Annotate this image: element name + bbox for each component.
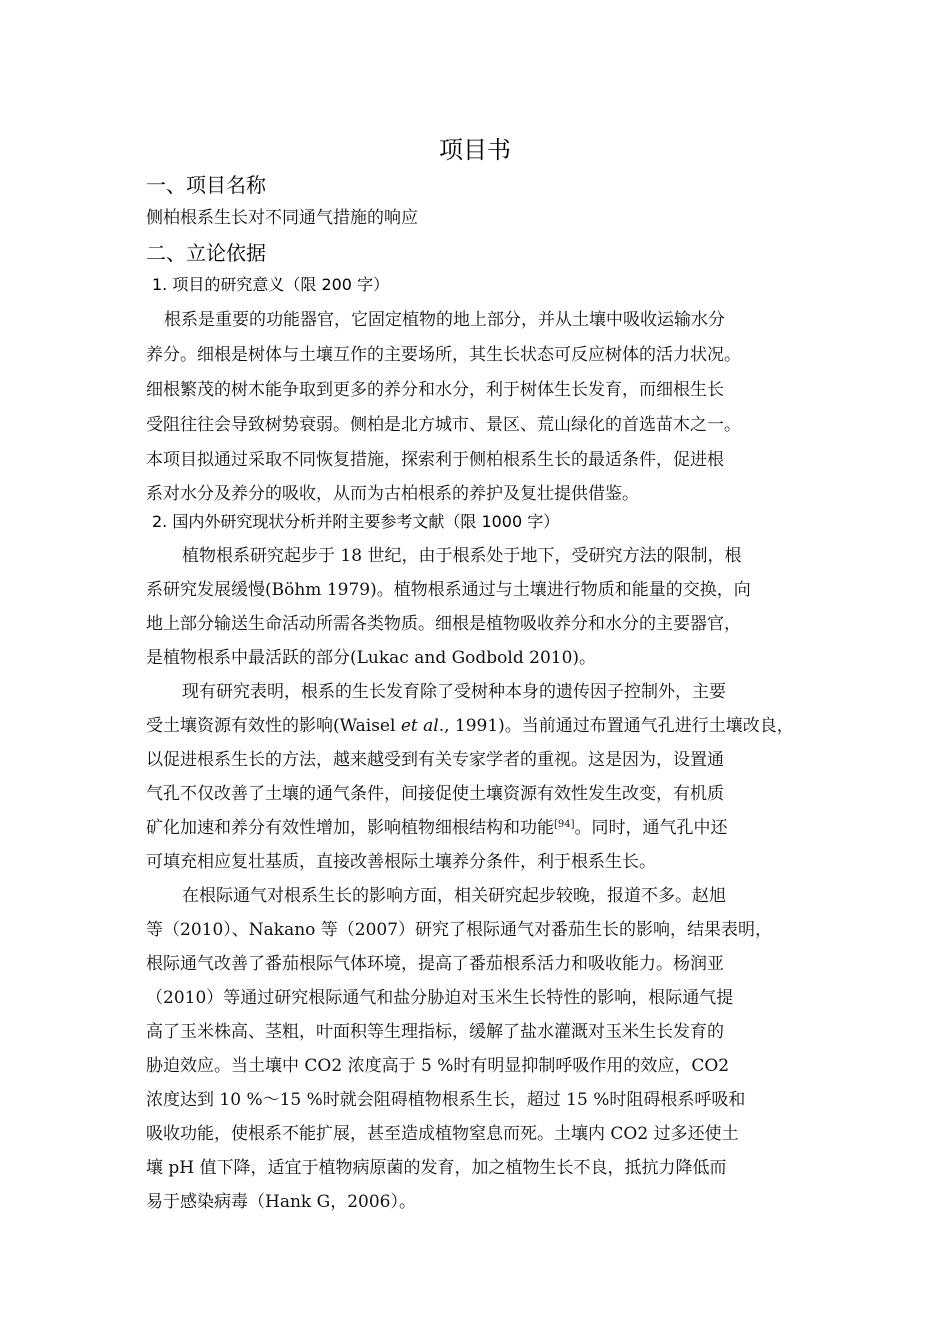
paragraph-line: 易于感染病毒（Hank G，2006）。 — [146, 1192, 416, 1212]
paragraph-line: 植物根系研究起步于 18 世纪，由于根系处于地下，受研究方法的限制，根 — [182, 546, 742, 566]
paragraph-line: 等（2010）、Nakano 等（2007）研究了根际通气对番茄生长的影响，结果表明， — [146, 920, 773, 940]
text-run: 。同时，通气孔中还 — [574, 818, 728, 838]
paragraph-line: 受阻往往会导致树势衰弱。侧柏是北方城市、景区、荒山绿化的首选苗木之一。 — [146, 415, 741, 435]
paragraph-line: 现有研究表明，根系的生长发育除了受树种本身的遗传因子控制外，主要 — [182, 682, 726, 702]
paragraph-line: 可填充相应复壮基质，直接改善根际土壤养分条件，利于根系生长。 — [146, 852, 656, 872]
text-run: ., 1991)。当前通过布置通气孔进行土壤改良， — [438, 716, 794, 736]
paragraph-line: 浓度达到 10 %～15 %时就会阻碍植物根系生长，超过 15 %时阻碍根系呼吸和 — [146, 1090, 746, 1110]
italic-text: et al — [400, 716, 439, 736]
paragraph-line: 气孔不仅改善了土壤的通气条件，间接促使土壤资源有效性发生改变，有机质 — [146, 784, 724, 804]
project-name-text: 侧柏根系生长对不同通气措施的响应 — [146, 208, 418, 228]
paragraph-line: 是植物根系中最活跃的部分(Lukac and Godbold 2010)。 — [146, 648, 597, 668]
paragraph-line: 根际通气改善了番茄根际气体环境，提高了番茄根系活力和吸收能力。杨润亚 — [146, 954, 724, 974]
paragraph-line — [146, 714, 794, 738]
paragraph-line: 本项目拟通过采取不同恢复措施，探索利于侧柏根系生长的最适条件，促进根 — [146, 450, 724, 470]
section-heading-rationale: 二、立论依据 — [146, 241, 266, 265]
paragraph-line: 根系是重要的功能器官，它固定植物的地上部分，并从土壤中吸收运输水分 — [164, 310, 725, 330]
section-heading-project-name: 一、项目名称 — [146, 173, 266, 197]
paragraph-line: 地上部分输送生命活动所需各类物质。细根是植物吸收养分和水分的主要器官， — [146, 614, 741, 634]
paragraph-line: 吸收功能，使根系不能扩展，甚至造成植物窒息而死。土壤内 CO2 过多还使土 — [146, 1124, 739, 1144]
paragraph-line: 养分。细根是树体与土壤互作的主要场所，其生长状态可反应树体的活力状况。 — [146, 345, 741, 365]
paragraph-line: 在根际通气对根系生长的影响方面，相关研究起步较晚，报道不多。赵旭 — [182, 886, 726, 906]
paragraph-line: 高了玉米株高、茎粗，叶面积等生理指标，缓解了盐水灌溉对玉米生长发育的 — [146, 1022, 724, 1042]
paragraph-line: 以促进根系生长的方法，越来越受到有关专家学者的重视。这是因为，设置通 — [146, 750, 724, 770]
paragraph-line: 细根繁茂的树木能争取到更多的养分和水分，利于树体生长发育，而细根生长 — [146, 380, 724, 400]
text-run: 矿化加速和养分有效性增加，影响植物细根结构和功能 — [146, 818, 554, 838]
paragraph-line: （2010）等通过研究根际通气和盐分胁迫对玉米生长特性的影响，根际通气提 — [146, 988, 734, 1008]
paragraph-line — [146, 816, 728, 840]
reference-superscript: [94] — [554, 819, 575, 830]
paragraph-line: 壤 pH 值下降，适宜于植物病原菌的发育，加之植物生长不良，抵抗力降低而 — [146, 1158, 727, 1178]
text-run: 受土壤资源有效性的影响(Waisel — [146, 716, 401, 736]
paragraph-line: 系对水分及养分的吸收，从而为古柏根系的养护及复壮提供借鉴。 — [146, 484, 639, 504]
subsection-heading-significance: 1. 项目的研究意义（限 200 字） — [152, 275, 390, 294]
paragraph-line: 系研究发展缓慢(Böhm 1979)。植物根系通过与土壤进行物质和能量的交换，向 — [146, 580, 751, 600]
page-title: 项目书 — [439, 136, 511, 164]
paragraph-line: 胁迫效应。当土壤中 CO2 浓度高于 5 %时有明显抑制呼吸作用的效应，CO2 — [146, 1056, 730, 1076]
subsection-heading-research-status: 2. 国内外研究现状分析并附主要参考文献（限 1000 字） — [152, 512, 560, 531]
